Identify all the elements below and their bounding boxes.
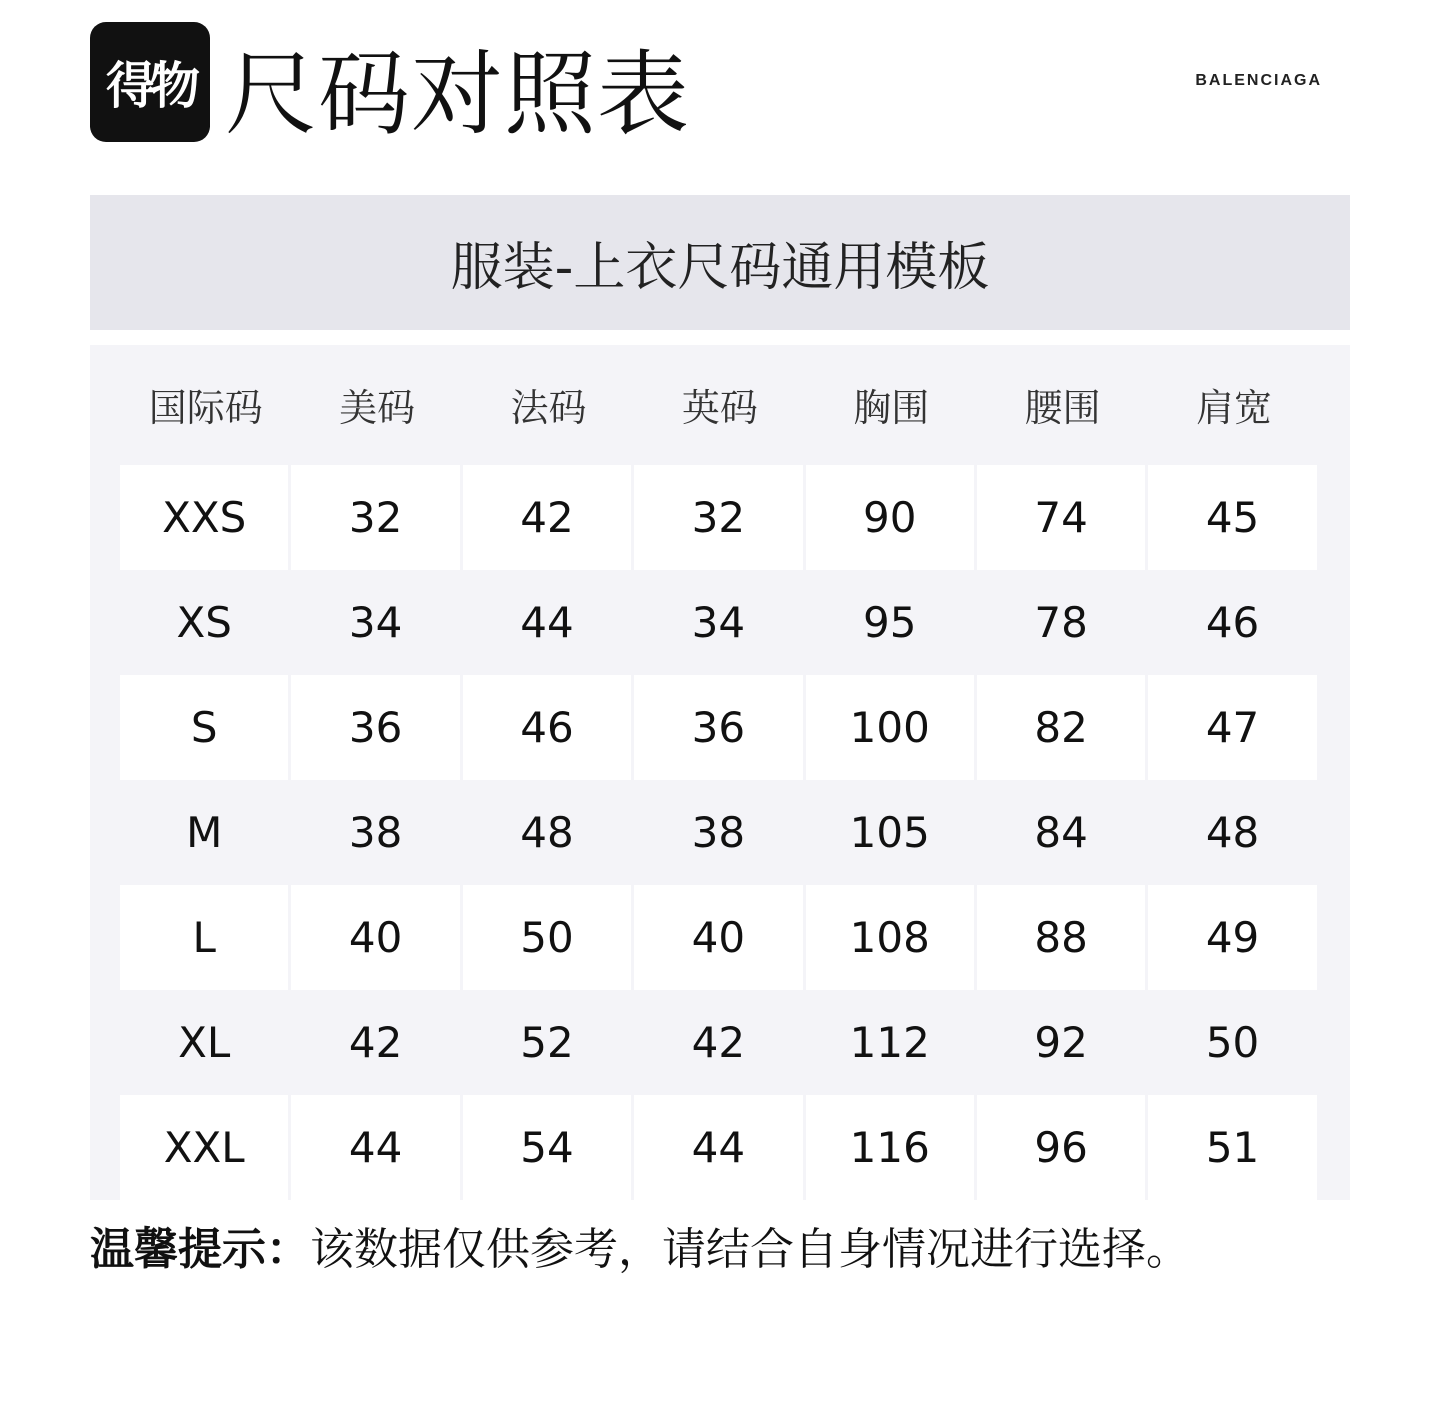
table-cell: 38	[634, 780, 802, 885]
table-row	[120, 1095, 1320, 1200]
header-cell: 法码	[510, 385, 587, 430]
table-cell: 108	[806, 885, 974, 990]
header-cell: 胸围	[853, 385, 930, 430]
table-cell: 92	[977, 990, 1145, 1095]
table-cell: 34	[634, 570, 802, 675]
table-cell: 50	[463, 885, 631, 990]
table-cell: 44	[634, 1095, 802, 1200]
table-cell: 40	[291, 885, 459, 990]
table-cell: 46	[463, 675, 631, 780]
table-row	[120, 885, 1320, 990]
table-cell: 100	[806, 675, 974, 780]
table-cell: 105	[806, 780, 974, 885]
table-cell: 78	[977, 570, 1145, 675]
subtitle: 服装-上衣尺码通用模板	[450, 238, 990, 298]
brand-name: BALENCIAGA	[1195, 72, 1322, 89]
table-cell: 45	[1148, 465, 1316, 570]
subtitle-bar	[90, 195, 1350, 330]
table-cell: 42	[634, 990, 802, 1095]
table-cell: 44	[463, 570, 631, 675]
table-cell: XXL	[120, 1095, 288, 1200]
dewu-logo	[90, 22, 210, 142]
table-cell: XXS	[120, 465, 288, 570]
table-cell: 34	[291, 570, 459, 675]
table-cell: 52	[463, 990, 631, 1095]
table-row	[120, 990, 1320, 1095]
table-cell: S	[120, 675, 288, 780]
table-row	[120, 465, 1320, 570]
table-cell: 51	[1148, 1095, 1316, 1200]
table-cell: 48	[463, 780, 631, 885]
header-cell: 美码	[339, 385, 416, 430]
table-cell: 46	[1148, 570, 1316, 675]
table-cell: M	[120, 780, 288, 885]
page-title: 尺码对照表	[225, 41, 691, 148]
table-cell: 50	[1148, 990, 1316, 1095]
table-cell: 36	[291, 675, 459, 780]
logo-text: 得物	[106, 57, 194, 115]
table-cell: 88	[977, 885, 1145, 990]
table-cell: XL	[120, 990, 288, 1095]
table-cell: 96	[977, 1095, 1145, 1200]
table-cell: 38	[291, 780, 459, 885]
table-cell: XS	[120, 570, 288, 675]
header-cell: 英码	[681, 385, 758, 430]
table-cell: 42	[463, 465, 631, 570]
table-cell: 36	[634, 675, 802, 780]
table-cell: 82	[977, 675, 1145, 780]
table-row	[120, 570, 1320, 675]
table-body	[120, 465, 1320, 1200]
table-cell: 40	[634, 885, 802, 990]
tip-label: 温馨提示：	[90, 1224, 310, 1275]
header-cell: 肩宽	[1196, 385, 1273, 430]
table-row	[120, 780, 1320, 885]
table-header	[120, 345, 1320, 463]
table-cell: 44	[291, 1095, 459, 1200]
table-cell: 84	[977, 780, 1145, 885]
table-cell: 32	[634, 465, 802, 570]
table-cell: 42	[291, 990, 459, 1095]
table-cell: 32	[291, 465, 459, 570]
table-row	[120, 675, 1320, 780]
table-cell: 74	[977, 465, 1145, 570]
table-cell: 112	[806, 990, 974, 1095]
table-cell: 47	[1148, 675, 1316, 780]
table-cell: 54	[463, 1095, 631, 1200]
table-cell: 90	[806, 465, 974, 570]
table-cell: 116	[806, 1095, 974, 1200]
table-cell: 48	[1148, 780, 1316, 885]
tip-text: 该数据仅供参考，请结合自身情况进行选择。	[310, 1224, 1190, 1275]
header-cell: 腰围	[1024, 385, 1101, 430]
header-cell: 国际码	[148, 385, 263, 430]
table-cell: 95	[806, 570, 974, 675]
table-cell: L	[120, 885, 288, 990]
size-table	[90, 345, 1350, 1200]
tip-note	[90, 1222, 1190, 1278]
table-cell: 49	[1148, 885, 1316, 990]
